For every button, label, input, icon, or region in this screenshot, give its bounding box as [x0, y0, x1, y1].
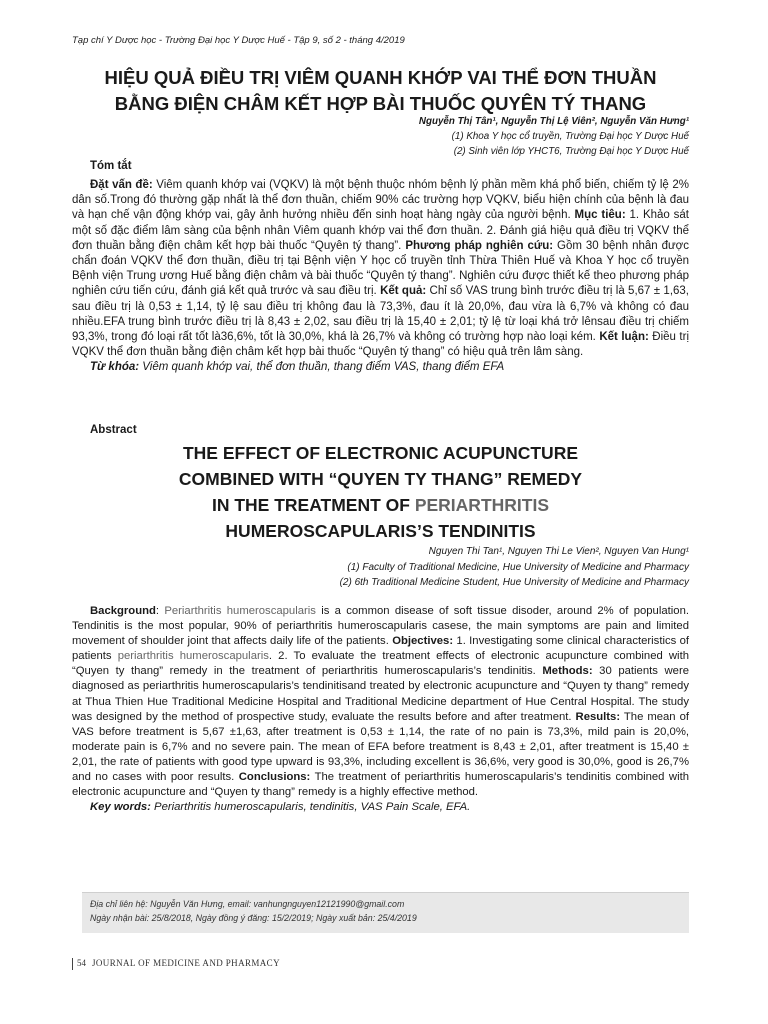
page-number: 54 — [77, 958, 86, 969]
vn-keywords-label: Từ khóa: — [90, 361, 140, 374]
vietnamese-affiliation-1: (1) Khoa Y học cổ truyền, Trường Đại học Y Dược Huế — [451, 131, 689, 142]
english-authors-block — [340, 544, 689, 591]
dates-line: Ngày nhận bài: 25/8/2018, Ngày đồng ý đăng: 15/2/2019; Ngày xuất bản: 25/4/2019 — [90, 912, 417, 923]
english-title-line-4: HUMEROSCAPULARIS’S TENDINITIS — [225, 521, 536, 541]
vn-background-text: Viêm quanh khớp vai (VQKV) là một bệnh thuộc nhóm bệnh lý phần mềm khá phổ biến, chiếm tỷ lệ 2% dân số.Trong đó thường gặp nhất là thể đơn thuần, chiếm 90% các trường hợp VQKV, biểu hiện chính của bệnh là đau và hạn chế vận động khớp vai, gây ảnh hưởng nhiều đến sinh hoạt hàng ngày của người bệnh. — [72, 179, 689, 222]
english-authors: Nguyen Thi Tan¹, Nguyen Thi Le Vien², Nguyen Van Hung¹ — [428, 546, 689, 557]
en-keywords-label: Key words: — [90, 801, 151, 814]
vn-objectives-label: Mục tiêu: — [574, 209, 626, 222]
english-title-line-2: COMBINED WITH “QUYEN TY THANG” REMEDY — [178, 469, 583, 489]
vn-conclusion-label: Kết luận: — [599, 331, 649, 344]
english-affiliation-2: (2) 6th Traditional Medicine Student, Hue University of Medicine and Pharmacy — [339, 577, 689, 588]
vietnamese-authors: Nguyễn Thị Tân¹, Nguyễn Thị Lệ Viên², Nguyễn Văn Hưng¹ — [418, 116, 689, 127]
summary-heading: Tóm tắt — [90, 160, 132, 172]
vn-methods-text: Gồm 30 bệnh nhân được chẩn đoán VQKV thể đơn thuần, điều trị tại Bệnh viện Y học cổ truyền tỉnh Thừa Thiên Huế và Khoa Y học cổ truyền Bệnh viện Trung ương Huế bằng điện châm và bài thuốc “Quyên tý thang”. Nghiên cứu được thiết kế theo phương pháp nghiên cứu tiến cứu, đánh giá kết quả trước và sau điều trị. — [72, 239, 689, 298]
vietnamese-title-line-2: BẰNG ĐIỆN CHÂM KẾT HỢP BÀI THUỐC QUYÊN TÝ THANG — [114, 93, 647, 114]
en-conclusion-text: The treatment of periarthritis humeroscapularis’s tendinitis combined with electronic acupuncture and “Quyen ty thang” remedy is a highly effective method. — [72, 771, 689, 799]
english-title — [72, 440, 689, 544]
vn-objectives-text: 1. Khảo sát một số đặc điểm lâm sàng của bệnh nhân Viêm quanh khớp vai thể đơn thuần. 2. Đánh giá hiệu quả điều trị VQKV thể đơn thuần bằng điện châm kết hợp bài thuốc “Quyên tý thang”. — [72, 209, 689, 252]
en-background-label: Background — [90, 605, 156, 617]
contact-info-box — [82, 892, 689, 933]
en-objectives-text-2: . 2. To evaluate the treatment effects of electronic acupuncture combined with “Quyen ty thang” remedy in the treatment of periarthritis humeroscapularis’s tendinitis. — [72, 650, 689, 678]
english-title-line-1: THE EFFECT OF ELECTRONIC ACUPUNCTURE — [182, 443, 579, 463]
vietnamese-title — [72, 65, 689, 117]
en-objectives-label: Objectives: — [392, 635, 454, 648]
en-objectives-highlight: periarthritis humeroscapularis — [117, 650, 269, 663]
en-methods-text: 30 patients were diagnosed as periarthritis humeroscapularis’s tendinitisand treated by electronic acupuncture and “Quyen ty thang” remedy at Thua Thien Hue Traditional Medicine Hospital and Traditional Medicine department of Hue Central Hospital. The study was designed by the method of prospective study, evaluate the results before and after treatment. — [72, 665, 689, 723]
en-keywords-text: Periarthritis humeroscapularis, tendinitis, VAS Pain Scale, EFA. — [150, 801, 471, 814]
english-abstract: Background: Periarthritis humeroscapularis is a common disease of soft tissue disoder, around 2% of population. Tendinitis is the most popular, 90% of periarthritis humeroscapularis casese, the main symptoms are pain and limited movement of shoulder joint that affects daily life of the patients. Objectives: 1. Investigating some clinical characteristics of patients periarthritis humeroscapularis. 2. To evaluate the treatment effects of electronic acupuncture combined with “Quyen ty thang” remedy in the treatment of periarthritis humeroscapularis’s tendinitis. Methods: 30 patients were diagnosed as periarthritis humeroscapularis’s tendinitisand treated by electronic acupuncture and “Quyen ty thang” remedy at Thua Thien Hue Traditional Medicine Hospital and Traditional Medicine department of Hue Central Hospital. The study was designed by the method of prospective study, evaluate the results before and after treatment. Results: The mean of VAS before treatment is 5,67 ±1,63, after treatment is 0,53 ± 1,14, the rate of no pain is 73,3%, mild pain is 20,0%, moderate pain is 6,7% and no severe pain. The mean of EFA before treatment is 8,43 ± 2,01, after treatment is 15,40 ± 2,01, the rate of patients with good type upward is 93,3%, including excellent is 36,6%, very good is 30,0%, good is 26,7% and no cases with poor results. Conclusions: The treatment of periarthritis humeroscapularis’s tendinitis combined with electronic acupuncture and “Quyen ty thang” remedy is a highly effective method. Key words: Periarthritis humeroscapularis, tendinitis, VAS Pain Scale, EFA. — [72, 605, 690, 814]
vietnamese-title-line-1: HIỆU QUẢ ĐIỀU TRỊ VIÊM QUANH KHỚP VAI THỂ ĐƠN THUẦN — [104, 67, 657, 88]
en-results-label: Results: — [575, 710, 621, 723]
en-methods-label: Methods: — [542, 665, 593, 678]
vietnamese-affiliation-2: (2) Sinh viên lớp YHCT6, Trường Đại học Y Dược Huế — [453, 146, 689, 157]
journal-header: Tạp chí Y Dược học - Trường Đại học Y Dược Huế - Tập 9, số 2 - tháng 4/2019 — [72, 35, 405, 46]
en-results-text: The mean of VAS before treatment is 5,67 ±1,63, after treatment is 0,53 ± 1,14, the rate of no pain is 73,3%, mild pain is 20,0%, moderate pain is 6,7% and no severe pain. The mean of EFA before treatment is 8,43 ± 2,01, after treatment is 15,40 ± 2,01, the rate of patients with good type upward is 93,3%, including excellent is 36,6%, very good is 30,0%, good is 26,7% and no cases with poor results. — [72, 710, 689, 784]
en-background-text: is a common disease of soft tissue disoder, around 2% of population. Tendinitis is the most popular, 90% of periarthritis humeroscapularis casese, the main symptoms are pain and limited movement of shoulder joint that affects daily life of the patients. — [72, 605, 689, 648]
en-background-highlight: Periarthritis humeroscapularis — [164, 605, 316, 617]
english-title-line-3: IN THE TREATMENT OF PERIARTHRITIS — [211, 495, 550, 515]
vietnamese-authors-block — [419, 114, 689, 159]
footer-journal-name: JOURNAL OF MEDICINE AND PHARMACY — [92, 958, 280, 969]
vn-conclusion-text: Điều trị VQKV thể đơn thuần bằng điện châm kết hợp bài thuốc “Quyên tý thang” có hiệu quả trên lâm sàng. — [72, 331, 689, 359]
vn-results-label: Kết quả: — [380, 285, 427, 298]
vietnamese-abstract — [72, 178, 689, 376]
vn-background-label: Đặt vấn đề: — [90, 179, 153, 191]
abstract-heading: Abstract — [90, 424, 137, 436]
vn-methods-label: Phương pháp nghiên cứu: — [405, 239, 554, 252]
en-objectives-text-1: 1. Investigating some clinical characteristics of patients — [72, 635, 690, 663]
footer-divider — [72, 958, 73, 970]
contact-line: Địa chỉ liên hệ: Nguyễn Văn Hưng, email: vanhungnguyen12121990@gmail.com — [90, 899, 405, 909]
english-affiliation-1: (1) Faculty of Traditional Medicine, Hue University of Medicine and Pharmacy — [347, 561, 689, 573]
en-conclusion-label: Conclusions: — [238, 771, 311, 784]
page-footer — [72, 958, 280, 970]
vn-results-text: Chỉ số VAS trung bình trước điều trị là 5,67 ± 1,63, sau điều trị là 0,53 ± 1,14, tỷ lệ sau điều trị không đau là 73,3%, đau ít là 20,0%, đau vừa là 6,7% và không có đau nhiều.EFA trung bình trước điều trị là 8,43 ± 2,02, sau điều trị là 15,40 ± 2,01; tỷ lệ từ loại khá trở lênsau điều trị chiếm 93,3%, trong đó loại rất tốt là36,6%, tốt là 30,0%, khá là 26,7% và không có trường hợp nào loại kém. — [72, 285, 690, 344]
vn-keywords-text: Viêm quanh khớp vai, thể đơn thuần, thang điểm VAS, thang điểm EFA — [139, 361, 505, 374]
